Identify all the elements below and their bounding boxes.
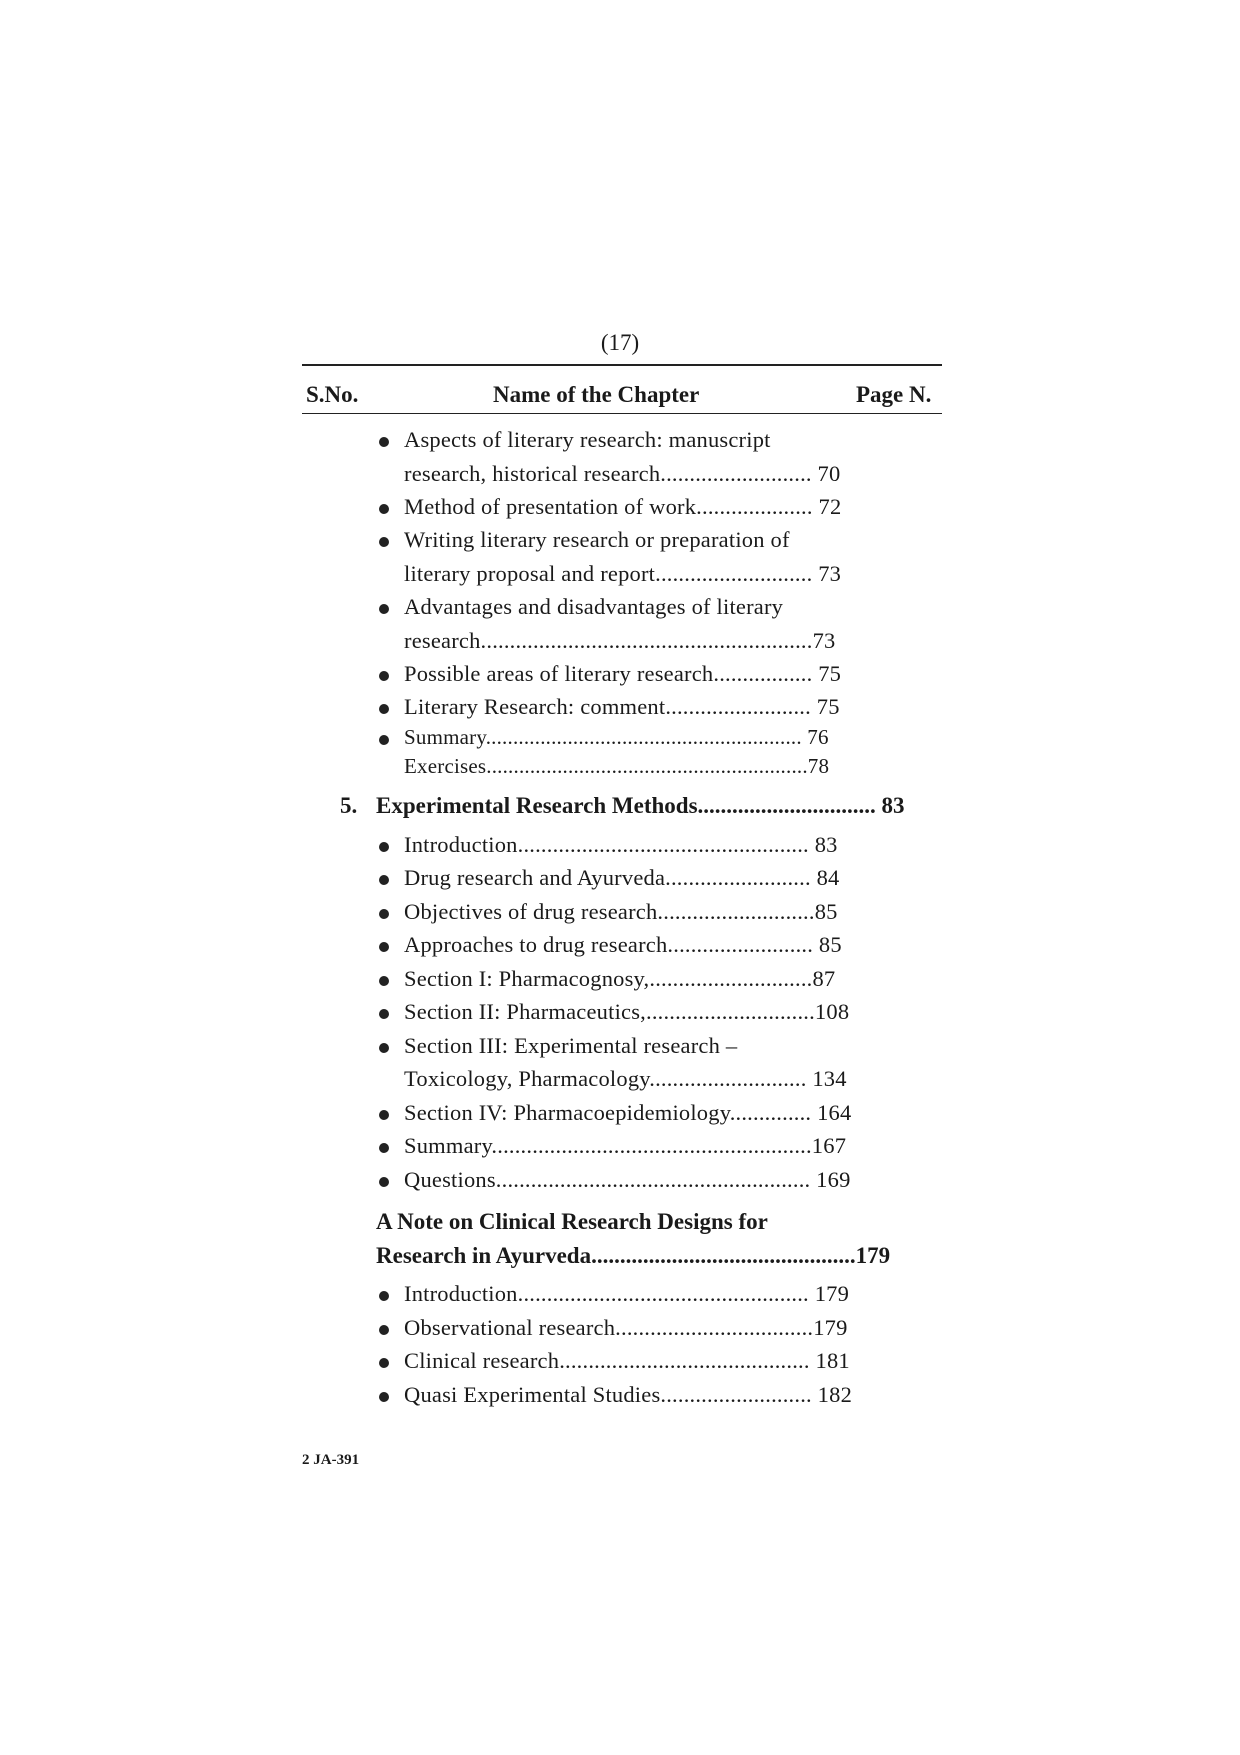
- bullet-icon: [379, 537, 389, 547]
- header-sno: S.No.: [306, 382, 359, 407]
- header-top-rule: [302, 364, 942, 366]
- bullet-icon: [379, 504, 389, 514]
- header-page: Page N.: [856, 382, 932, 407]
- bullet-icon: [379, 1392, 389, 1402]
- toc-entry: Aspects of literary research: manuscript: [404, 427, 771, 452]
- footer-code: 2 JA-391: [302, 1452, 360, 1468]
- bullet-icon: [379, 1291, 389, 1301]
- toc-entry: Possible areas of literary research................. 75: [404, 661, 842, 686]
- bullet-icon: [379, 942, 389, 952]
- toc-entry: Method of presentation of work.................... 72: [404, 494, 842, 519]
- chapter-number: 5.: [340, 793, 358, 818]
- toc-entry: Introduction.................................................. 83: [404, 832, 838, 857]
- toc-entry: Questions...................................................... 169: [404, 1167, 851, 1192]
- toc-entry: Summary.......................................................167: [404, 1133, 847, 1158]
- toc-entry: Introduction.................................................. 179: [404, 1281, 850, 1306]
- toc-entry-continuation: literary proposal and report........................... 73: [404, 561, 842, 586]
- bullet-icon: [379, 1043, 389, 1053]
- bullet-icon: [379, 909, 389, 919]
- bullet-icon: [379, 1358, 389, 1368]
- toc-entry-continuation: Toxicology, Pharmacology........................... 134: [404, 1066, 847, 1091]
- header-bottom-rule: [302, 413, 942, 414]
- note-title-continuation: Research in Ayurveda..............................................179: [376, 1243, 891, 1268]
- chapter-title: Experimental Research Methods............................... 83: [376, 793, 905, 818]
- toc-entry: Clinical research........................................... 181: [404, 1348, 850, 1373]
- toc-entry: Writing literary research or preparation of: [404, 527, 790, 552]
- toc-entry: Section III: Experimental research –: [404, 1033, 738, 1058]
- bullet-icon: [379, 976, 389, 986]
- bullet-icon: [379, 437, 389, 447]
- toc-entry: Section I: Pharmacognosy,............................87: [404, 966, 836, 991]
- toc-entry: Advantages and disadvantages of literary: [404, 594, 784, 619]
- toc-entry: Objectives of drug research...........................85: [404, 899, 838, 924]
- toc-entry: Exercises...........................................................78: [404, 754, 830, 778]
- bullet-icon: [379, 735, 389, 745]
- toc-entry: Section II: Pharmaceutics,.............................108: [404, 999, 850, 1024]
- bullet-icon: [379, 1177, 389, 1187]
- toc-entry-continuation: research.........................................................73: [404, 628, 836, 653]
- header-chapter-name: Name of the Chapter: [493, 382, 700, 407]
- bullet-icon: [379, 1143, 389, 1153]
- page-number: (17): [600, 330, 640, 355]
- toc-entry-continuation: research, historical research.......................... 70: [404, 461, 841, 486]
- note-title: A Note on Clinical Research Designs for: [376, 1209, 768, 1234]
- toc-entry: Section IV: Pharmacoepidemiology.............. 164: [404, 1100, 852, 1125]
- toc-entry: Quasi Experimental Studies.......................... 182: [404, 1382, 853, 1407]
- bullet-icon: [379, 1325, 389, 1335]
- toc-entry: Summary.......................................................... 76: [404, 725, 829, 749]
- toc-entry: Observational research..................................179: [404, 1315, 848, 1340]
- toc-entry: Literary Research: comment......................... 75: [404, 694, 840, 719]
- bullet-icon: [379, 704, 389, 714]
- bullet-icon: [379, 1009, 389, 1019]
- bullet-icon: [379, 875, 389, 885]
- toc-entry: Approaches to drug research......................... 85: [404, 932, 842, 957]
- bullet-icon: [379, 842, 389, 852]
- bullet-icon: [379, 671, 389, 681]
- bullet-icon: [379, 604, 389, 614]
- bullet-icon: [379, 1110, 389, 1120]
- toc-entry: Drug research and Ayurveda......................... 84: [404, 865, 840, 890]
